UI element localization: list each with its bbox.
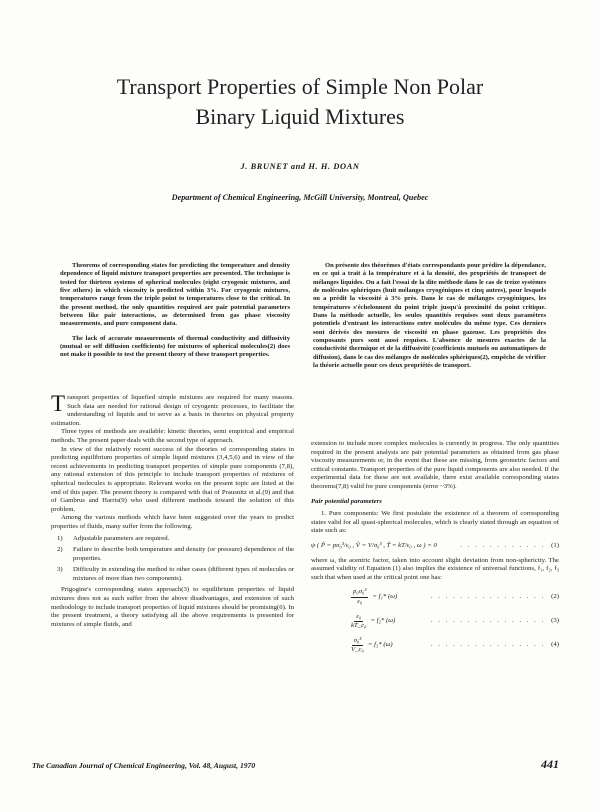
equation-4-rhs: = f₃* (ω)	[367, 641, 393, 649]
list-item-text: Difficulty in extending the method to other cases (different types of molecules or mixtures of more than two components).	[73, 566, 294, 582]
authors: J. BRUNET and H. H. DOAN	[240, 162, 360, 171]
drop-cap: T	[51, 391, 66, 416]
abstract-en-paragraph-2: The lack of accurate measurements of thermal conductivity and diffusivity (mutual or self diffusion coefficients) for mixtures of spherical molecules(2) does not make it possible to test the present theory of these transport properties.	[60, 334, 290, 359]
equation-3-number: (3)	[551, 617, 559, 625]
list-item-number: 3)	[57, 566, 63, 574]
equation-2: $\frac{\text{p₀σ₀³}}{\text{ε₀}}$ = f₁* (ω) . . . . . . . . . . . . . . . . (2)	[353, 588, 559, 605]
intro-paragraph	[51, 391, 294, 428]
affiliation: Department of Chemical Engineering, McGill University, Montreal, Quebec	[171, 193, 429, 202]
list-item-number: 2)	[57, 546, 63, 554]
list-item-text: Failure to describe both temperature and density (or pressure) dependence of the properties.	[73, 546, 294, 562]
equation-2-number: (2)	[551, 593, 559, 601]
abstract-french	[313, 262, 546, 370]
list-item	[57, 535, 294, 544]
list-item	[57, 546, 294, 563]
section-heading: Pair potential parameters	[311, 497, 382, 505]
equation-3-numerator: ε₀	[354, 613, 363, 623]
body-paragraph-right-1: extension to include more complex molecules is currently in progress. The only quantities required in the present analysis are pair potential parameters as obtained from gas phase viscosity measurements or, in the event that these are missing, from geometric factors and critical constants. Transport properties of the pure liquid components are also needed. If the experimental data for these are not available, there exist available corresponding states theorems(7,8) valid for pure components (error ~3%).	[311, 440, 559, 490]
equation-2-numerator: p₀σ₀³	[351, 588, 368, 598]
equation-4-numerator: σ₀³	[352, 637, 364, 647]
abstract-en-paragraph-1: Theorems of corresponding states for predicting the temperature and density dependence of liquid mixture transport properties are presented. The technique is tested for thirteen systems of spherical molecules (eight cryogenic mixtures, and five others) in which viscosity is predicted within 3%. For cryogenic mixtures, temperatures range from the triple point to temperatures close to the critical. In the present method, the only quantities required are pair potential parameters between like pair interactions, as determined from gas phase viscosity measurements, and pure component data.	[60, 262, 290, 328]
equation-4-denominator: V_c₀	[351, 646, 364, 654]
intro-text: ransport properties of liquefied simple mixtures are required for many reasons. Such data are needed for rational design of cryogenic processes, to facilitate the understanding of liquids and to serve as a basis in theories on physical property estimation.	[51, 394, 294, 427]
equation-3-rhs: = f₂* (ω)	[370, 617, 396, 625]
equation-3-denominator: kT_c₀	[351, 622, 367, 630]
equation-4: $\frac{\text{σ₀³}}{\text{V\_c₀}}$ = f₃* (ω) . . . . . . . . . . . . . . . . (4)	[351, 636, 559, 654]
equation-1-number: (1)	[551, 541, 559, 549]
body-paragraph-4: Among the various methods which have been suggested over the years to predict properties of fluids, many suffer from the following.	[51, 514, 294, 530]
equation-1-expression: ψ ( P̃ = pσ₀³/ε₀ , Ṽ = V/σ₀³ , T̃ = kT/ε₀ , ω ) = 0	[311, 541, 437, 549]
body-column-right	[311, 440, 559, 661]
subsection-text: We first postulate the existence of a theorem of corresponding states valid for all quasi-spherical molecules, which is clearly stated through an equation of state such as:	[311, 510, 559, 535]
equation-3: $\frac{\text{ε₀}}{\text{kT\_c₀}}$ = f₂* (ω) . . . . . . . . . . . . . . . . (3)	[351, 612, 559, 630]
body-paragraph-3: In view of the relatively recent success of the theories of corresponding states in predicting equilibrium properties of simple liquid mixtures (3,4,5,6) and in view of the recent achievements in predicting transport properties of simple pure components (7,8), any rational extension of this principle to include transport properties of mixtures of spherical molecules is appropriate. Relevant works on the present topic are listed at the end of this paper. The present theory is compared with that of Prausnitz et al.(9) and that of Gambrus and Harris(9) who used different methods toward the solution of this problem.	[51, 445, 294, 513]
page-number: 441	[541, 757, 559, 771]
abstract-english	[60, 262, 290, 360]
equation-4-number: (4)	[551, 641, 559, 649]
body-paragraph-5: Prigogine's corresponding states approach(3) to equilibrium properties of liquid mixtures does not as such suffer from the above disadvantages, and extension of such methodology to include transport properties of liquid mixtures should be promising(6). In the present treatment, a theory satisfying all the above requirements is presented for mixtures of simple fluids, and	[51, 586, 294, 628]
equation-2-rhs: = f₁* (ω)	[372, 593, 398, 601]
equation-1: ψ ( P̃ = pσ₀³/ε₀ , Ṽ = V/σ₀³ , T̃ = kT/ε₀ , ω ) = 0 . . . . . . . . . . . . (1)	[311, 541, 559, 549]
title-line-2: Binary Liquid Mixtures	[195, 104, 405, 129]
list-item	[57, 566, 294, 583]
list-item-number: 1)	[57, 534, 63, 542]
equation-2-denominator: ε₀	[357, 597, 363, 605]
article-title	[0, 72, 600, 132]
journal-citation: The Canadian Journal of Chemical Engineering, Vol. 48, August, 1970	[32, 761, 256, 770]
subsection-label: 1. Pure components:	[321, 510, 379, 518]
body-paragraph-right-3: where ω, the acentric factor, taken into account slight deviation from non-sphericity. The assumed validity of Equation (1) also implies the existence of universal functions, f₁, f₂, f₃ such that when used at the critical point one has:	[311, 556, 559, 581]
body-column-left	[51, 391, 294, 629]
body-paragraph-2: Three types of methods are available: kinetic theories, semi empirical and empirical methods. The present paper deals with the second type of approach.	[51, 428, 294, 444]
list-item-text: Adjustable parameters are required.	[73, 534, 170, 542]
title-line-1: Transport Properties of Simple Non Polar	[116, 74, 484, 99]
body-paragraph-right-2	[311, 510, 559, 536]
abstract-fr-paragraph-1: On présente des théorèmes d'états correspondants pour prédire la dépendance, en ce qui a trait à la température et à la densité, des propriétés de transport de mélanges liquides. On a fait l'essai de la dite méthode dans le cas de treize systèmes de molécules sphériques (huit mélanges cryogéniques et cinq autres), pour lesquels on a prédit la viscosité à 3% près. Dans le cas de mélanges cryogéniques, les températures s'échelonnent du point triple jusqu'à proximité du point critique. Dans la méthode actuelle, les seules quantités requises sont deux paramètres potentiels d'entrant les interactions entre molécules du même type. Ces derniers sont dérivés des mesures de viscosité en phase gazeuse. Les propriétés des composants purs sont aussi requises. L'absence de mesures exactes de la conductivité thermique et de la diffusivité (coefficients mutuels ou automatiques de diffusion), dans le cas des mélanges de molécules sphériques(2), empêche de vérifier la théorie actuelle pour ces deux propriétés de transport.	[313, 262, 546, 370]
